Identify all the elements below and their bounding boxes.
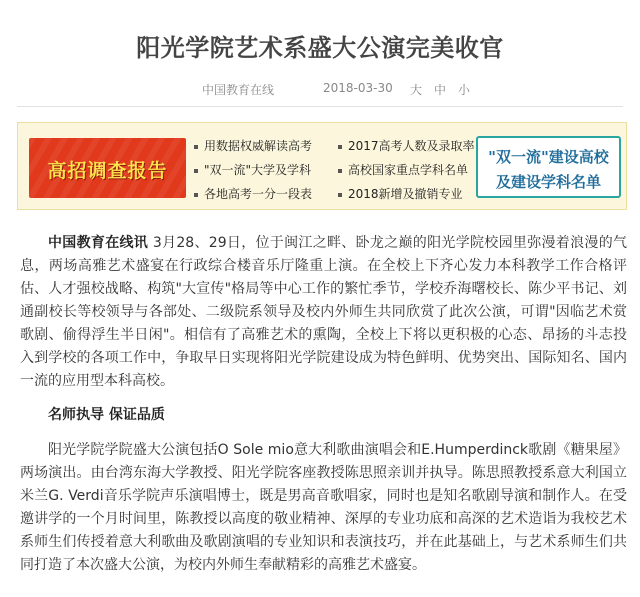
admission-report-banner[interactable] (29, 138, 186, 198)
article-body (20, 232, 627, 577)
promo-link[interactable] (194, 161, 311, 178)
meta-divider (17, 106, 623, 107)
double-first-class-line2: 及建设学科名单 (495, 173, 601, 191)
lead-source: 中国教育在线讯 (48, 235, 149, 251)
promo-link[interactable] (194, 137, 312, 154)
font-size-large-link[interactable]: 大 (410, 83, 423, 97)
double-first-class-banner[interactable] (476, 136, 621, 198)
admission-report-label: 高招调查报告 (47, 160, 168, 182)
promo-link[interactable] (338, 185, 463, 202)
promo-link-label: 各地高考一分一段表 (204, 187, 313, 201)
article-date: 2018-03-30 (323, 81, 393, 95)
promo-link-label: "双一流"大学及学科 (204, 163, 312, 177)
promo-link-label: 2017高考人数及录取率 (348, 139, 475, 153)
font-size-medium-link[interactable]: 中 (434, 83, 447, 97)
font-size-small-link[interactable]: 小 (458, 83, 471, 97)
promo-box (17, 122, 627, 210)
promo-link[interactable] (194, 185, 312, 202)
paragraph: 阳光学院学院盛大公演包括O Sole mio意大利歌曲演唱会和E.Humperdinck歌剧《糖果屋》两场演出。由台湾东海大学教授、阳光学院客座教授陈思照亲训并执导。陈思照教授系意大利国立米兰G. Verdi音乐学院声乐演唱博士，既是男高音歌唱家，同时也是知名歌剧导演和制作人。在受邀讲学的一个月时间里，陈教授以高度的敬业精神、深厚的专业功底和高深的艺术造诣为我校艺术系师生们传授着意大利歌曲及歌剧演唱的专业知识和表演技巧，并在此基础上，与艺术系师生们共同打造了本次盛大公演，为校内外师生奉献精彩的高雅艺术盛宴。 (20, 442, 627, 573)
paragraph (20, 232, 627, 393)
bullet-icon (338, 193, 342, 197)
paragraph-text: 3月28、29日，位于闽江之畔、卧龙之巅的阳光学院校园里弥漫着浪漫的气息，两场高雅艺术盛宴在行政综合楼音乐厅隆重上演。在全校上下齐心发力本科教学工作合格评估、人才强校战略、构筑"大宣传"格局等中心工作的繁忙季节，学校乔海曙校长、陈少平书记、刘通副校长等校领导与各部处、二级院系领导及校内外师生共同欣赏了此次公演，可谓"因临艺术赏歌剧、偷得浮生半日闲"。相信有了高雅艺术的熏陶，全校上下将以更积极的心态、昂扬的斗志投入到学校的各项工作中，争取早日实现将阳光学院建设成为特色鲜明、优势突出、国际知名、国内一流的应用型本科高校。 (20, 235, 627, 389)
bullet-icon (194, 193, 198, 197)
promo-link-label: 2018新增及撤销专业 (348, 187, 463, 201)
promo-link-label: 高校国家重点学科名单 (348, 163, 469, 177)
bullet-icon (194, 145, 198, 149)
bullet-icon (194, 169, 198, 173)
double-first-class-line1: "双一流"建设高校 (488, 148, 609, 166)
article-title: 阳光学院艺术系盛大公演完美收官 (136, 33, 504, 62)
promo-link[interactable] (338, 161, 468, 178)
bullet-icon (338, 145, 342, 149)
section-heading: 名师执导 保证品质 (48, 407, 165, 423)
bullet-icon (338, 169, 342, 173)
article-source: 中国教育在线 (202, 83, 275, 97)
promo-link-label: 用数据权威解读高考 (204, 139, 313, 153)
promo-link[interactable] (338, 137, 475, 154)
